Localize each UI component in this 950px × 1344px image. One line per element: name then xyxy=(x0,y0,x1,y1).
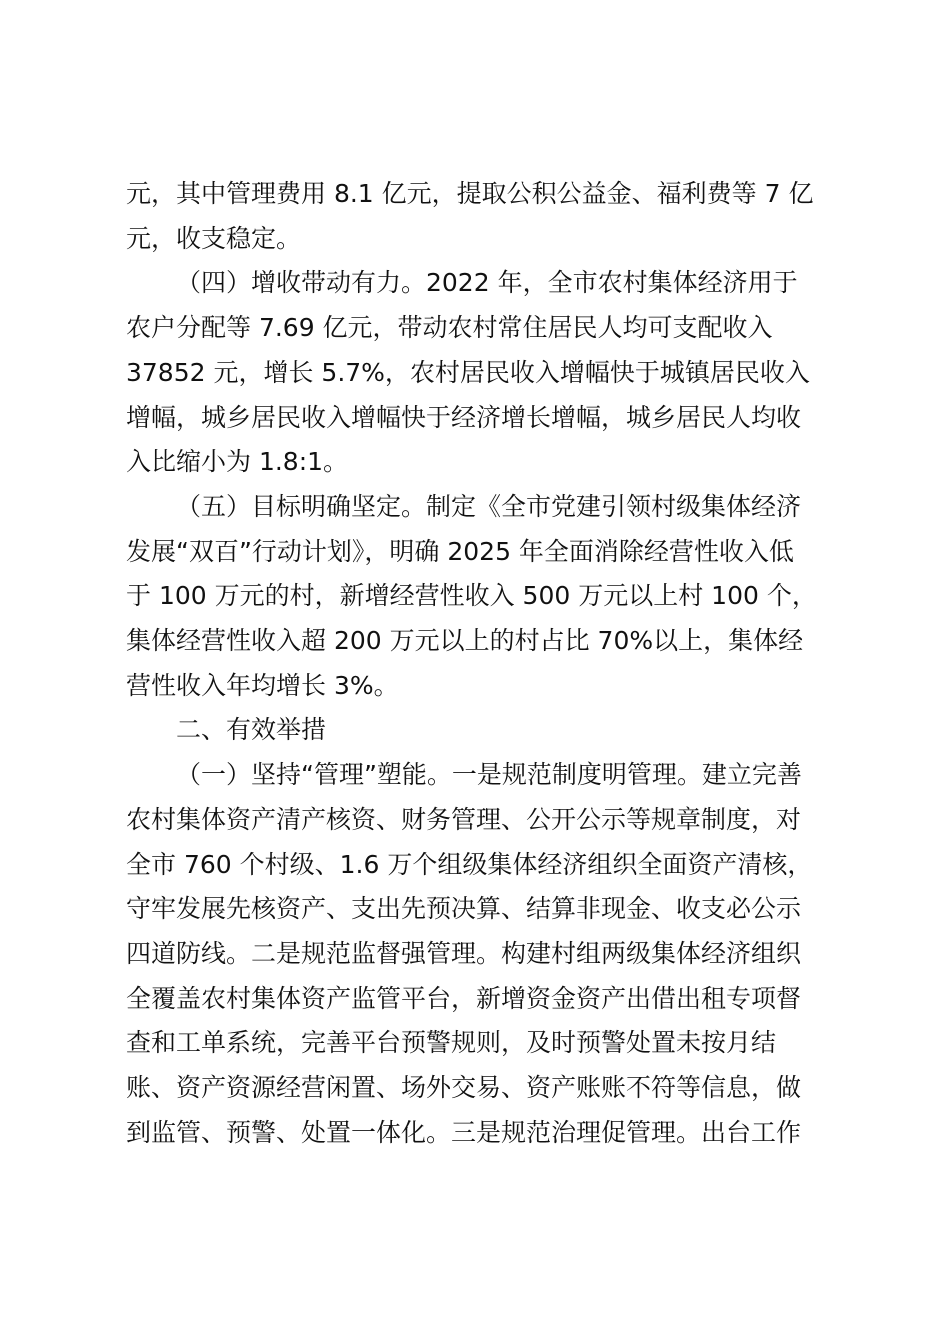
text-line: 营性收入年均增长 3%。 xyxy=(126,670,399,700)
heading-text: 二、有效举措 xyxy=(176,715,327,745)
document-body xyxy=(126,172,820,1155)
text-line: 37852 元，增长 5.7%，农村居民收入增幅快于城镇居民收入 xyxy=(126,357,810,387)
paragraph-section-four xyxy=(126,261,820,485)
text-line: 四道防线。二是规范监督强管理。构建村组两级集体经济组织 xyxy=(126,938,802,968)
text-line: 增幅，城乡居民收入增幅快于经济增长增幅，城乡居民人均收 xyxy=(126,402,802,432)
text-line: 守牢发展先核资产、支出先预决算、结算非现金、收支必公示 xyxy=(126,894,802,924)
section-heading xyxy=(126,708,820,753)
text-line: 集体经营性收入超 200 万元以上的村占比 70%以上，集体经 xyxy=(126,626,804,656)
paragraph-section-one xyxy=(126,753,820,1155)
text-line: 元，收支稳定。 xyxy=(126,223,302,253)
text-line: 发展“双百”行动计划》，明确 2025 年全面消除经营性收入低 xyxy=(126,536,794,566)
text-line: 账、资产资源经营闲置、场外交易、资产账账不符等信息，做 xyxy=(126,1073,802,1103)
text-line: （一）坚持“管理”塑能。一是规范制度明管理。建立完善 xyxy=(176,760,802,790)
text-line: 到监管、预警、处置一体化。三是规范治理促管理。出台工作 xyxy=(126,1117,802,1147)
text-line: （五）目标明确坚定。制定《全市党建引领村级集体经济 xyxy=(176,491,802,521)
text-line: 农村集体资产清产核资、财务管理、公开公示等规章制度，对 xyxy=(126,804,802,834)
text-line: 全市 760 个村级、1.6 万个组级集体经济组织全面资产清核， xyxy=(126,849,813,879)
paragraph-continuation xyxy=(126,172,820,261)
text-line: 于 100 万元的村，新增经营性收入 500 万元以上村 100 个， xyxy=(126,581,817,611)
text-line: 元，其中管理费用 8.1 亿元，提取公积公益金、福利费等 7 亿 xyxy=(126,179,814,208)
text-line: 查和工单系统，完善平台预警规则，及时预警处置未按月结 xyxy=(126,1028,777,1058)
text-line: 全覆盖农村集体资产监管平台，新增资金资产出借出租专项督 xyxy=(126,983,802,1013)
paragraph-section-five xyxy=(126,485,820,709)
text-line: 入比缩小为 1.8:1。 xyxy=(126,447,349,477)
text-line: 农户分配等 7.69 亿元，带动农村常住居民人均可支配收入 xyxy=(126,313,773,343)
text-line: （四）增收带动有力。2022 年，全市农村集体经济用于 xyxy=(176,268,798,298)
